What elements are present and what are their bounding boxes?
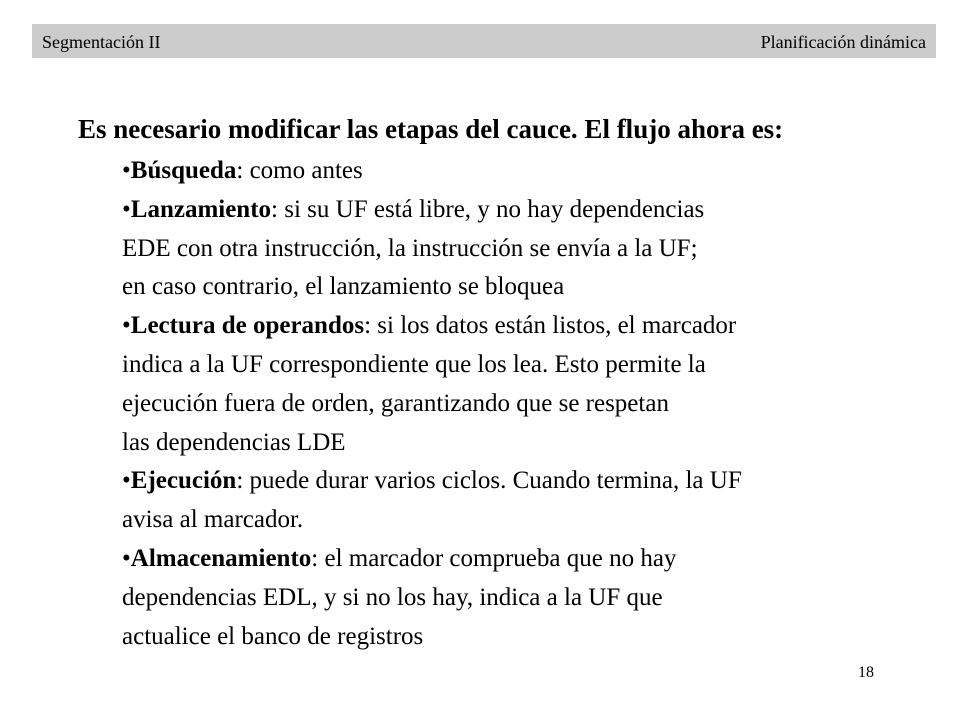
item-text-line: avisa al marcador.: [122, 506, 304, 534]
item-text: : puede durar varios ciclos. Cuando termina, la UF: [236, 467, 742, 495]
item-term: Almacenamiento: [130, 544, 312, 572]
item-text: : si su UF está libre, y no hay dependencias: [271, 195, 705, 223]
page-number: 18: [858, 664, 874, 681]
bullet-list: [122, 152, 922, 656]
item-term: Lanzamiento: [130, 195, 272, 223]
bullet-icon: •: [122, 467, 131, 495]
item-text-line: dependencias EDL, y si no los hay, indica a la UF que: [122, 583, 663, 611]
item-text: : si los datos están listos, el marcador: [364, 312, 737, 340]
list-item-line: [122, 191, 922, 230]
item-text-line: en caso contrario, el lanzamiento se bloquea: [122, 273, 565, 301]
list-item-line: [122, 462, 922, 501]
slide-heading: Es necesario modificar las etapas del cauce. El flujo ahora es:: [78, 114, 784, 144]
bullet-icon: •: [122, 195, 131, 223]
list-item-busqueda: [122, 152, 922, 191]
item-text-line: ejecución fuera de orden, garantizando que se respetan: [122, 389, 669, 417]
list-item-line: [122, 307, 922, 346]
list-item-line: [122, 152, 922, 191]
item-text: : el marcador comprueba que no hay: [311, 544, 677, 572]
list-item-lectura: [122, 307, 922, 462]
item-term: Búsqueda: [130, 157, 237, 184]
header-bar: [32, 24, 936, 58]
item-text: : como antes: [236, 157, 363, 184]
item-text-line: EDE con otra instrucción, la instrucción se envía a la UF;: [122, 234, 698, 262]
header-right-title: Planificación dinámica: [760, 32, 926, 52]
item-text-line: indica a la UF correspondiente que los lea. Esto permite la: [122, 350, 706, 378]
item-term: Lectura de operandos: [130, 312, 365, 340]
bullet-icon: •: [122, 312, 131, 340]
item-text-line: actualice el banco de registros: [122, 622, 424, 650]
list-item-ejecucion: [122, 462, 922, 540]
item-text-line: las dependencias LDE: [122, 428, 346, 456]
bullet-icon: •: [122, 544, 131, 572]
list-item-line: [122, 540, 922, 579]
header-left-title: Segmentación II: [42, 32, 161, 52]
item-term: Ejecución: [130, 467, 237, 495]
bullet-icon: •: [122, 157, 131, 184]
list-item-almacenamiento: [122, 540, 922, 656]
list-item-lanzamiento: [122, 191, 922, 307]
